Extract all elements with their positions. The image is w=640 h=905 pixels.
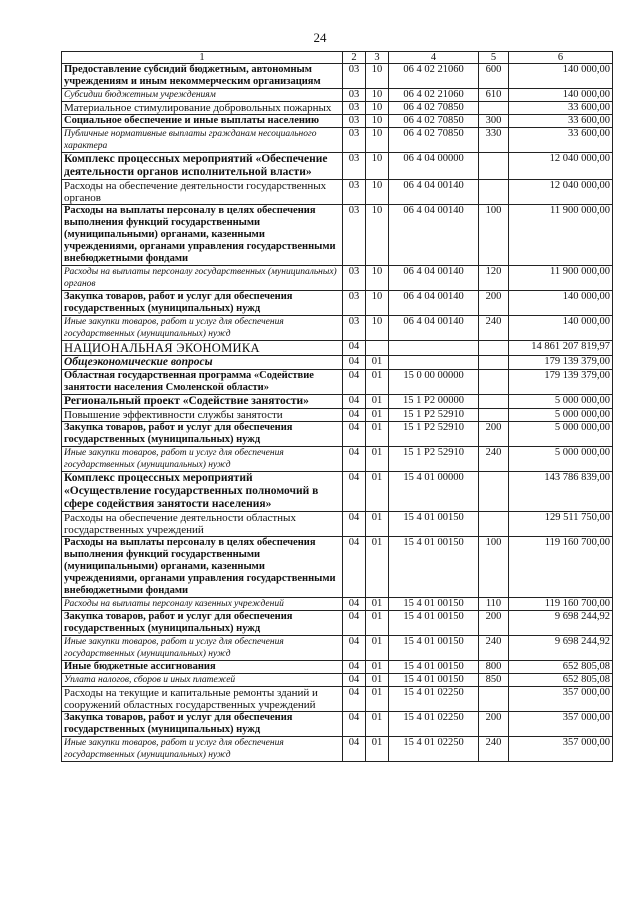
column-header: 6 xyxy=(509,52,613,64)
row-name: Закупка товаров, работ и услуг для обеспечения государственных (муниципальных) нужд xyxy=(62,611,343,636)
column-header: 5 xyxy=(479,52,509,64)
amount: 357 000,00 xyxy=(509,737,613,762)
section-code: 04 xyxy=(343,636,366,661)
expense-type-code: 100 xyxy=(479,537,509,598)
table-row xyxy=(62,370,613,395)
table-row xyxy=(62,115,613,128)
table-row xyxy=(62,266,613,291)
column-header: 4 xyxy=(389,52,479,64)
subsection-code: 10 xyxy=(366,266,389,291)
table-row xyxy=(62,102,613,115)
target-article-code: 15 4 01 00150 xyxy=(389,611,479,636)
table-row xyxy=(62,153,613,180)
expense-type-code xyxy=(479,687,509,712)
table-row xyxy=(62,674,613,687)
subsection-code: 01 xyxy=(366,409,389,422)
table-row xyxy=(62,205,613,266)
amount: 119 160 700,00 xyxy=(509,598,613,611)
section-code: 03 xyxy=(343,89,366,102)
table-row xyxy=(62,89,613,102)
section-code: 04 xyxy=(343,598,366,611)
table-row xyxy=(62,447,613,472)
target-article-code xyxy=(389,356,479,370)
row-name: Социальное обеспечение и иные выплаты населению xyxy=(62,115,343,128)
expense-type-code: 240 xyxy=(479,636,509,661)
expense-type-code xyxy=(479,356,509,370)
row-name: Общеэкономические вопросы xyxy=(62,356,343,370)
section-code: 03 xyxy=(343,180,366,205)
target-article-code: 06 4 02 21060 xyxy=(389,89,479,102)
amount: 652 805,08 xyxy=(509,661,613,674)
row-name: Расходы на выплаты персоналу в целях обеспечения выполнения функций государственными (муниципальными) органами, казенными учреждениями, органами управления государственными внебюджетными фондами xyxy=(62,205,343,266)
amount: 11 900 000,00 xyxy=(509,266,613,291)
section-code: 04 xyxy=(343,409,366,422)
subsection-code: 10 xyxy=(366,291,389,316)
subsection-code: 10 xyxy=(366,128,389,153)
target-article-code: 15 4 01 02250 xyxy=(389,687,479,712)
target-article-code: 06 4 04 00000 xyxy=(389,153,479,180)
subsection-code: 10 xyxy=(366,102,389,115)
row-name: Иные закупки товаров, работ и услуг для обеспечения государственных (муниципальных) нужд xyxy=(62,737,343,762)
amount: 9 698 244,92 xyxy=(509,636,613,661)
subsection-code: 01 xyxy=(366,636,389,661)
table-row xyxy=(62,472,613,512)
target-article-code: 15 1 Р2 52910 xyxy=(389,447,479,472)
subsection-code: 01 xyxy=(366,422,389,447)
section-code: 04 xyxy=(343,661,366,674)
table-row xyxy=(62,712,613,737)
target-article-code: 06 4 04 00140 xyxy=(389,180,479,205)
section-code: 03 xyxy=(343,205,366,266)
target-article-code: 15 0 00 00000 xyxy=(389,370,479,395)
expense-type-code: 240 xyxy=(479,737,509,762)
row-name: Закупка товаров, работ и услуг для обеспечения государственных (муниципальных) нужд xyxy=(62,712,343,737)
amount: 652 805,08 xyxy=(509,674,613,687)
section-code: 04 xyxy=(343,537,366,598)
expense-type-code xyxy=(479,370,509,395)
subsection-code: 01 xyxy=(366,447,389,472)
amount: 33 600,00 xyxy=(509,115,613,128)
subsection-code: 01 xyxy=(366,611,389,636)
row-name: Закупка товаров, работ и услуг для обеспечения государственных (муниципальных) нужд xyxy=(62,422,343,447)
amount: 9 698 244,92 xyxy=(509,611,613,636)
amount: 5 000 000,00 xyxy=(509,422,613,447)
section-code: 03 xyxy=(343,128,366,153)
target-article-code: 15 4 01 00150 xyxy=(389,598,479,611)
expense-type-code: 300 xyxy=(479,115,509,128)
amount: 179 139 379,00 xyxy=(509,370,613,395)
table-row xyxy=(62,409,613,422)
amount: 14 861 207 819,97 xyxy=(509,341,613,356)
expense-type-code: 850 xyxy=(479,674,509,687)
row-name: Материальное стимулирование добровольных пожарных xyxy=(62,102,343,115)
table-row xyxy=(62,128,613,153)
subsection-code: 01 xyxy=(366,737,389,762)
target-article-code: 15 1 Р2 00000 xyxy=(389,395,479,409)
section-code: 03 xyxy=(343,115,366,128)
expense-type-code xyxy=(479,153,509,180)
column-header: 3 xyxy=(366,52,389,64)
expense-type-code xyxy=(479,395,509,409)
row-name: Субсидии бюджетным учреждениям xyxy=(62,89,343,102)
expense-type-code: 200 xyxy=(479,422,509,447)
target-article-code: 06 4 04 00140 xyxy=(389,266,479,291)
subsection-code: 10 xyxy=(366,153,389,180)
section-code: 03 xyxy=(343,266,366,291)
table-row xyxy=(62,661,613,674)
section-code: 04 xyxy=(343,356,366,370)
table-row xyxy=(62,64,613,89)
section-code: 04 xyxy=(343,395,366,409)
target-article-code: 15 4 01 02250 xyxy=(389,737,479,762)
table-row xyxy=(62,356,613,370)
expense-type-code: 600 xyxy=(479,64,509,89)
row-name: Иные закупки товаров, работ и услуг для обеспечения государственных (муниципальных) нужд xyxy=(62,316,343,341)
subsection-code: 01 xyxy=(366,395,389,409)
target-article-code: 06 4 02 70850 xyxy=(389,128,479,153)
amount: 12 040 000,00 xyxy=(509,153,613,180)
expense-type-code: 330 xyxy=(479,128,509,153)
row-name: Иные закупки товаров, работ и услуг для обеспечения государственных (муниципальных) нужд xyxy=(62,636,343,661)
expense-type-code xyxy=(479,472,509,512)
subsection-code xyxy=(366,341,389,356)
target-article-code: 15 1 Р2 52910 xyxy=(389,409,479,422)
amount: 140 000,00 xyxy=(509,64,613,89)
amount: 143 786 839,00 xyxy=(509,472,613,512)
column-header: 2 xyxy=(343,52,366,64)
target-article-code: 15 4 01 00150 xyxy=(389,537,479,598)
table-row xyxy=(62,598,613,611)
row-name: Расходы на выплаты персоналу казенных учреждений xyxy=(62,598,343,611)
row-name: Закупка товаров, работ и услуг для обеспечения государственных (муниципальных) нужд xyxy=(62,291,343,316)
expense-type-code: 240 xyxy=(479,447,509,472)
row-name: Предоставление субсидий бюджетным, автономным учреждениям и иным некоммерческим организациям xyxy=(62,64,343,89)
expense-type-code xyxy=(479,341,509,356)
subsection-code: 01 xyxy=(366,687,389,712)
amount: 12 040 000,00 xyxy=(509,180,613,205)
target-article-code: 15 4 01 00150 xyxy=(389,512,479,537)
subsection-code: 01 xyxy=(366,712,389,737)
row-name: Областная государственная программа «Содействие занятости населения Смоленской области» xyxy=(62,370,343,395)
expense-type-code: 100 xyxy=(479,205,509,266)
expense-type-code: 120 xyxy=(479,266,509,291)
table-row xyxy=(62,341,613,356)
section-code: 04 xyxy=(343,472,366,512)
target-article-code: 06 4 02 21060 xyxy=(389,64,479,89)
section-code: 04 xyxy=(343,712,366,737)
amount: 179 139 379,00 xyxy=(509,356,613,370)
column-header-row xyxy=(62,52,613,64)
subsection-code: 01 xyxy=(366,512,389,537)
target-article-code: 06 4 04 00140 xyxy=(389,291,479,316)
expense-type-code xyxy=(479,512,509,537)
column-header: 1 xyxy=(62,52,343,64)
section-code: 03 xyxy=(343,102,366,115)
target-article-code: 06 4 02 70850 xyxy=(389,115,479,128)
section-code: 04 xyxy=(343,341,366,356)
section-code: 03 xyxy=(343,64,366,89)
subsection-code: 10 xyxy=(366,316,389,341)
budget-table xyxy=(61,51,613,762)
section-code: 03 xyxy=(343,291,366,316)
section-code: 03 xyxy=(343,316,366,341)
target-article-code: 06 4 02 70850 xyxy=(389,102,479,115)
row-name: Публичные нормативные выплаты гражданам несоциального характера xyxy=(62,128,343,153)
subsection-code: 10 xyxy=(366,89,389,102)
target-article-code: 15 4 01 00150 xyxy=(389,674,479,687)
section-code: 04 xyxy=(343,370,366,395)
section-code: 04 xyxy=(343,447,366,472)
row-name: Расходы на обеспечение деятельности государственных органов xyxy=(62,180,343,205)
subsection-code: 01 xyxy=(366,370,389,395)
target-article-code: 15 4 01 00150 xyxy=(389,636,479,661)
expense-type-code: 110 xyxy=(479,598,509,611)
subsection-code: 01 xyxy=(366,472,389,512)
expense-type-code xyxy=(479,409,509,422)
subsection-code: 10 xyxy=(366,180,389,205)
subsection-code: 01 xyxy=(366,598,389,611)
target-article-code: 15 4 01 02250 xyxy=(389,712,479,737)
expense-type-code: 200 xyxy=(479,712,509,737)
expense-type-code xyxy=(479,180,509,205)
section-code: 04 xyxy=(343,687,366,712)
row-name: Комплекс процессных мероприятий «Осуществление государственных полномочий в сфере содействия занятости населения» xyxy=(62,472,343,512)
amount: 140 000,00 xyxy=(509,316,613,341)
subsection-code: 01 xyxy=(366,537,389,598)
subsection-code: 01 xyxy=(366,674,389,687)
target-article-code: 15 1 Р2 52910 xyxy=(389,422,479,447)
row-name: Комплекс процессных мероприятий «Обеспечение деятельности органов исполнительной власти» xyxy=(62,153,343,180)
expense-type-code: 240 xyxy=(479,316,509,341)
amount: 5 000 000,00 xyxy=(509,395,613,409)
table-row xyxy=(62,512,613,537)
subsection-code: 10 xyxy=(366,205,389,266)
expense-type-code: 800 xyxy=(479,661,509,674)
amount: 11 900 000,00 xyxy=(509,205,613,266)
table-row xyxy=(62,395,613,409)
row-name: Расходы на выплаты персоналу в целях обеспечения выполнения функций государственными (муниципальными) органами, казенными учреждениями, органами управления государственными внебюджетными фондами xyxy=(62,537,343,598)
row-name: Повышение эффективности службы занятости xyxy=(62,409,343,422)
table-row xyxy=(62,291,613,316)
row-name: Расходы на выплаты персоналу государственных (муниципальных) органов xyxy=(62,266,343,291)
table-row xyxy=(62,422,613,447)
amount: 119 160 700,00 xyxy=(509,537,613,598)
table-row xyxy=(62,180,613,205)
amount: 129 511 750,00 xyxy=(509,512,613,537)
amount: 357 000,00 xyxy=(509,712,613,737)
target-article-code: 15 4 01 00000 xyxy=(389,472,479,512)
expense-type-code: 200 xyxy=(479,611,509,636)
row-name: Региональный проект «Содействие занятости» xyxy=(62,395,343,409)
amount: 33 600,00 xyxy=(509,128,613,153)
amount: 33 600,00 xyxy=(509,102,613,115)
row-name: Иные бюджетные ассигнования xyxy=(62,661,343,674)
subsection-code: 01 xyxy=(366,356,389,370)
table-row xyxy=(62,316,613,341)
table-row xyxy=(62,737,613,762)
table-row xyxy=(62,537,613,598)
section-code: 04 xyxy=(343,674,366,687)
subsection-code: 01 xyxy=(366,661,389,674)
table-row xyxy=(62,687,613,712)
page-number: 24 xyxy=(313,30,327,45)
amount: 5 000 000,00 xyxy=(509,409,613,422)
target-article-code xyxy=(389,341,479,356)
amount: 140 000,00 xyxy=(509,89,613,102)
table-row xyxy=(62,636,613,661)
expense-type-code xyxy=(479,102,509,115)
target-article-code: 06 4 04 00140 xyxy=(389,205,479,266)
row-name: НАЦИОНАЛЬНАЯ ЭКОНОМИКА xyxy=(62,341,343,356)
row-name: Иные закупки товаров, работ и услуг для обеспечения государственных (муниципальных) нужд xyxy=(62,447,343,472)
expense-type-code: 200 xyxy=(479,291,509,316)
subsection-code: 10 xyxy=(366,64,389,89)
row-name: Уплата налогов, сборов и иных платежей xyxy=(62,674,343,687)
subsection-code: 10 xyxy=(366,115,389,128)
amount: 5 000 000,00 xyxy=(509,447,613,472)
section-code: 04 xyxy=(343,422,366,447)
section-code: 03 xyxy=(343,153,366,180)
section-code: 04 xyxy=(343,512,366,537)
section-code: 04 xyxy=(343,737,366,762)
section-code: 04 xyxy=(343,611,366,636)
row-name: Расходы на обеспечение деятельности областных государственных учреждений xyxy=(62,512,343,537)
row-name: Расходы на текущие и капитальные ремонты зданий и сооружений областных государственных учреждений xyxy=(62,687,343,712)
target-article-code: 15 4 01 00150 xyxy=(389,661,479,674)
amount: 357 000,00 xyxy=(509,687,613,712)
expense-type-code: 610 xyxy=(479,89,509,102)
table-row xyxy=(62,611,613,636)
amount: 140 000,00 xyxy=(509,291,613,316)
target-article-code: 06 4 04 00140 xyxy=(389,316,479,341)
